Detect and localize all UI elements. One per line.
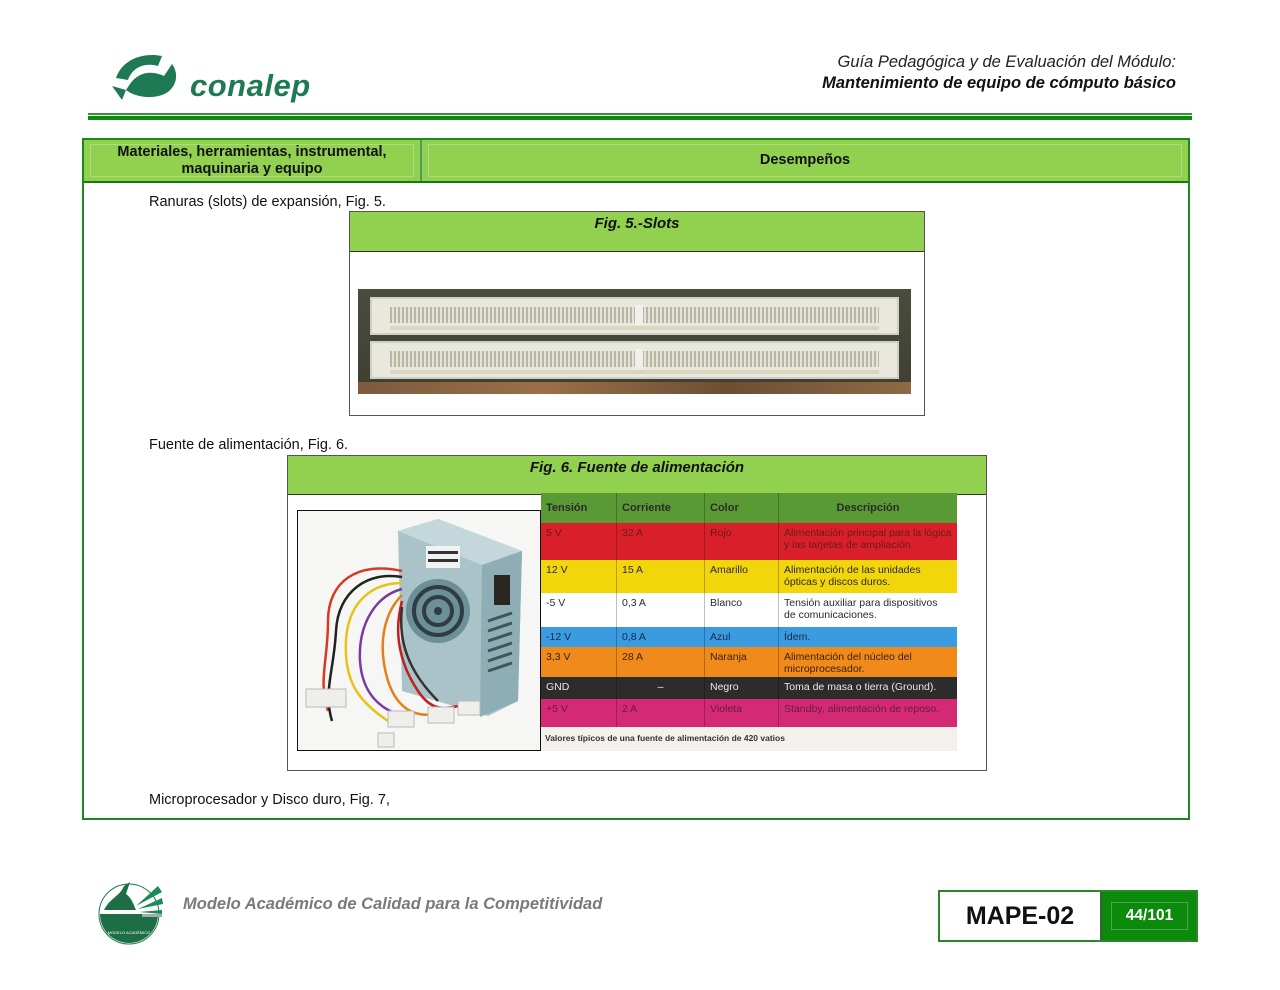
psu-table-caption: Valores típicos de una fuente de alimentación de 420 vatios <box>545 733 785 743</box>
item-psu-text: Fuente de alimentación, Fig. 6. <box>149 437 349 453</box>
cell-descripcion: Alimentación principal para la lógica y las tarjetas de ampliación. <box>784 527 952 551</box>
item-slots-text: Ranuras (slots) de expansión, Fig. 5. <box>149 194 386 210</box>
header-tension: Tensión <box>541 493 617 523</box>
cell-tension: +5 V <box>541 699 617 727</box>
cell-descripcion: Alimentación de las unidades ópticas y discos duros. <box>784 564 921 588</box>
cell-corriente: 32 A <box>617 523 705 560</box>
header-divider-thick <box>88 116 1192 120</box>
footer-model-text: Modelo Académico de Calidad para la Competitividad <box>183 895 603 913</box>
cell-color: Naranja <box>705 647 779 677</box>
cell-corriente: 2 A <box>617 699 705 727</box>
cell-descripcion: Ídem. <box>784 631 811 643</box>
cell-tension: -12 V <box>541 627 617 647</box>
modelo-academico-logo <box>96 876 166 946</box>
title-line-2: Mantenimiento de equipo de cómputo básico <box>822 74 1176 92</box>
figure-5-caption: Fig. 5.-Slots <box>350 212 924 252</box>
header-color: Color <box>705 493 779 523</box>
column-header-materiales <box>84 140 422 181</box>
table-row <box>541 627 957 647</box>
logo-wordmark: conalep <box>190 68 311 103</box>
modelo-academico-emblem-icon <box>96 876 166 946</box>
document-title <box>822 52 1176 94</box>
table-row <box>541 523 957 560</box>
cell-descripcion: Toma de masa o tierra (Ground). <box>784 681 937 693</box>
cell-corriente: 15 A <box>617 560 705 593</box>
cell-color: Rojo <box>705 523 779 560</box>
header-divider-thin <box>88 113 1192 115</box>
column-header-materiales-label: Materiales, herramientas, instrumental, maquinaria y equipo <box>117 143 387 177</box>
column-header-desempenos <box>422 140 1188 181</box>
psu-table-header <box>541 493 957 523</box>
cell-tension: 3,3 V <box>541 647 617 677</box>
cell-corriente: – <box>617 677 705 699</box>
page-number-box <box>1103 892 1196 940</box>
slots-image <box>358 289 911 394</box>
cell-corriente: 0,8 A <box>617 627 705 647</box>
title-line-1: Guía Pedagógica y de Evaluación del Módulo: <box>837 53 1176 71</box>
header-corriente: Corriente <box>617 493 705 523</box>
cell-tension: 12 V <box>541 560 617 593</box>
cell-tension: GND <box>541 677 617 699</box>
document-code: MAPE-02 <box>940 892 1103 940</box>
cell-descripcion: Tensión auxiliar para dispositivos de comunicaciones. <box>784 597 938 621</box>
table-row <box>541 560 957 593</box>
power-supply-image <box>297 510 541 751</box>
cell-tension: 5 V <box>541 523 617 560</box>
cell-color: Blanco <box>705 593 779 627</box>
table-row <box>541 677 957 699</box>
table-header-row <box>84 140 1188 183</box>
column-header-desempenos-label: Desempeños <box>759 152 851 168</box>
table-row <box>541 593 957 627</box>
cell-color: Violeta <box>705 699 779 727</box>
psu-voltage-table <box>541 493 957 751</box>
document-code-box <box>938 890 1198 942</box>
figure-6-caption: Fig. 6. Fuente de alimentación <box>288 456 986 495</box>
item-cpu-hdd-text: Microprocesador y Disco duro, Fig. 7, <box>149 792 390 808</box>
cell-descripcion: Standby, alimentación de reposo. <box>784 703 940 715</box>
cell-color: Amarillo <box>705 560 779 593</box>
power-supply-icon <box>298 511 541 751</box>
table-row <box>541 647 957 677</box>
conalep-emblem-icon <box>112 50 186 102</box>
cell-color: Azul <box>705 627 779 647</box>
cell-corriente: 28 A <box>617 647 705 677</box>
cell-corriente: 0,3 A <box>617 593 705 627</box>
cell-descripcion: Alimentación del núcleo del microprocesador. <box>784 651 912 675</box>
table-row <box>541 699 957 727</box>
header-descripcion: Descripción <box>836 502 900 514</box>
cell-tension: -5 V <box>541 593 617 627</box>
conalep-logo <box>112 50 312 106</box>
page-number: 44/101 <box>1125 907 1174 924</box>
cell-color: Negro <box>705 677 779 699</box>
svg-text:MODELO ACADÉMICO: MODELO ACADÉMICO <box>107 930 151 935</box>
